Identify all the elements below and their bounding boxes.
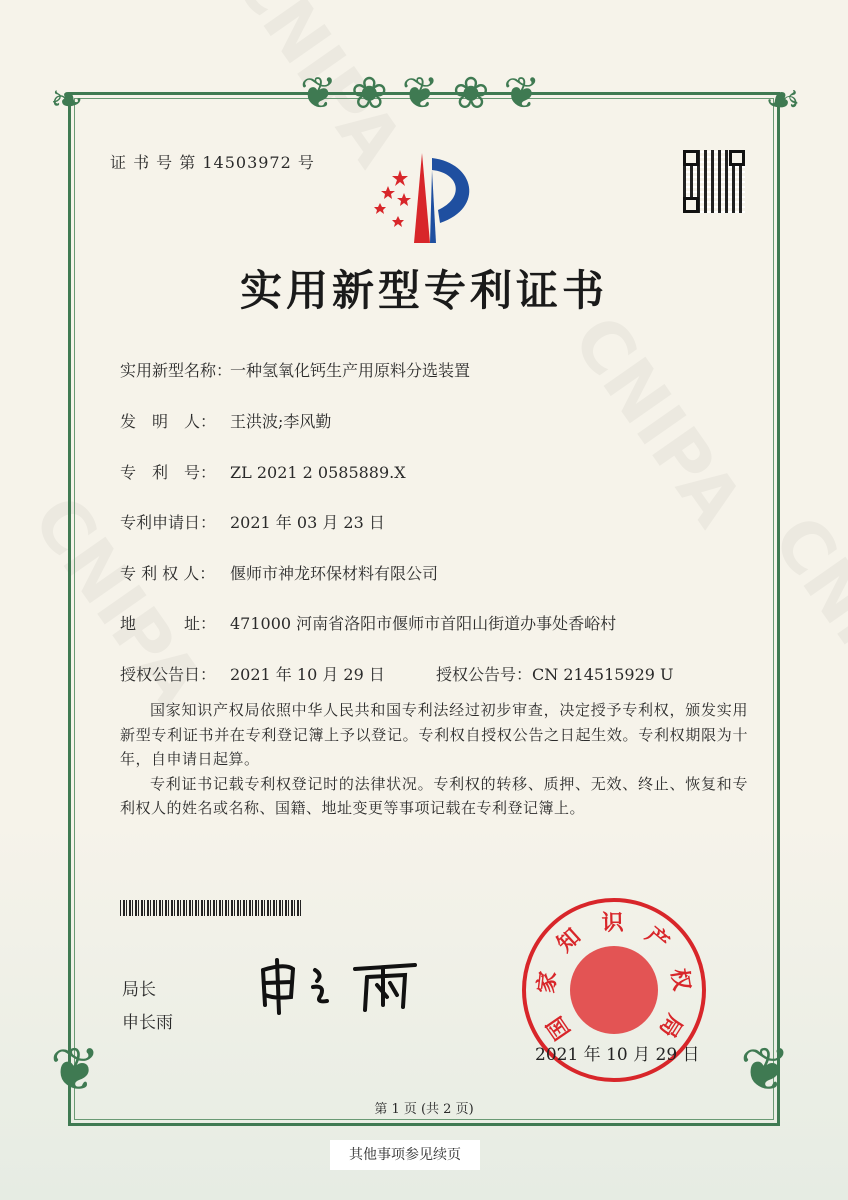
field-announcement-number [436, 662, 674, 685]
field-patentee [120, 561, 438, 584]
top-ornament-icon: ❦ ❀ ❦ ❀ ❦ [300, 68, 541, 119]
field-label: 发 明 人： [120, 412, 217, 431]
corner-ornament-icon: ❦ [740, 1035, 791, 1105]
continuation-note: 其他事项参见续页 [330, 1140, 480, 1170]
certificate-number: 证 书 号 第 14503972 号 [110, 153, 315, 172]
field-value: ZL 2021 2 0585889.X [230, 463, 406, 482]
field-patent-number [120, 460, 406, 483]
seal-text: 国家知识产权局 [534, 910, 694, 1044]
field-value: 2021 年 03 月 23 日 [230, 513, 385, 532]
field-value: 偃师市神龙环保材料有限公司 [230, 564, 439, 583]
certificate-statement [120, 698, 748, 821]
qr-code [683, 150, 745, 213]
cnipa-logo [360, 148, 490, 248]
director-title: 局长 [122, 980, 156, 1000]
corner-ornament-icon: ❦ [50, 1035, 101, 1105]
certificate-title: 实用新型专利证书 [239, 266, 608, 315]
field-label: 授权公告日： [120, 665, 217, 684]
field-utility-model-name [120, 358, 470, 381]
field-announcement-date [120, 662, 385, 685]
field-label: 地 址： [120, 614, 217, 633]
corner-ornament-icon: ☙ [765, 77, 801, 123]
director-name: 申长雨 [122, 1013, 173, 1033]
svg-text:国家知识产权局 [533, 911, 695, 1044]
statement-paragraph: 专利证书记载专利权登记时的法律状况。专利权的转移、质押、无效、终止、恢复和专利权人的姓名或名称、国籍、地址变更等事项记载在专利登记簿上。 [120, 774, 748, 817]
field-value: CN 214515929 U [532, 665, 674, 684]
field-inventors [120, 409, 331, 432]
field-label: 实用新型名称： [120, 361, 233, 380]
barcode [120, 900, 302, 916]
seal-date: 2021 年 10 月 29 日 [535, 1045, 700, 1065]
field-value: 2021 年 10 月 29 日 [230, 665, 385, 684]
field-value: 王洪波;李风勤 [230, 412, 332, 431]
field-label: 专 利 权 人： [120, 564, 216, 583]
statement-paragraph: 国家知识产权局依照中华人民共和国专利法经过初步审查，决定授予专利权，颁发实用新型专利证书并在专利登记簿上予以登记。专利权自授权公告之日起生效。专利权期限为十年，自申请日起算。 [120, 701, 748, 768]
director-signature [255, 955, 435, 1015]
page-number: 第 1 页 (共 2 页) [374, 1102, 474, 1117]
field-address [120, 611, 616, 634]
field-value: 一种氢氧化钙生产用原料分选装置 [230, 361, 471, 380]
corner-ornament-icon: ❧ [50, 77, 84, 123]
field-value: 471000 河南省洛阳市偃师市首阳山街道办事处香峪村 [230, 614, 617, 633]
field-label: 专利申请日： [120, 513, 217, 532]
field-application-date [120, 510, 385, 533]
field-label: 专 利 号： [120, 463, 217, 482]
field-label: 授权公告号： [436, 665, 533, 684]
